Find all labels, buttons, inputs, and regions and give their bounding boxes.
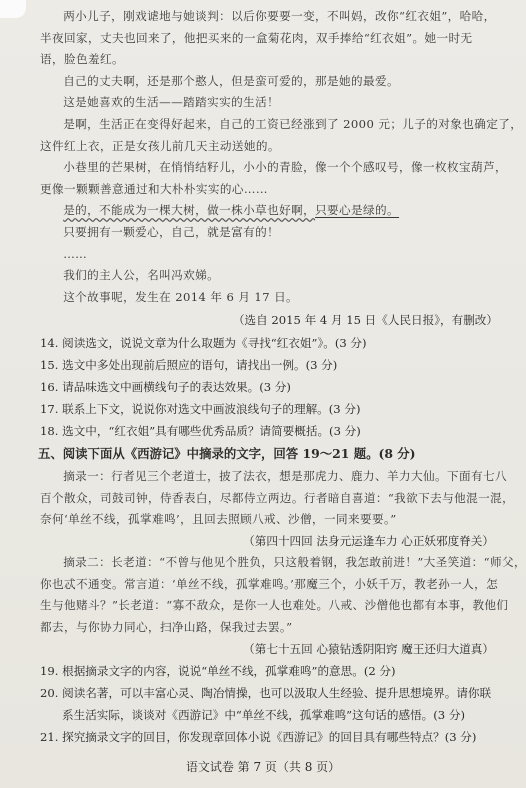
story-line: 只要拥有一颗爱心，自己，就是富有的！ xyxy=(63,224,280,239)
story-line: 语，脸色羞红。 xyxy=(40,52,124,67)
page-footer: 语文试卷 第 7 页（共 8 页） xyxy=(185,760,341,774)
excerpt-line: 都去，与你协力同心，扫净山路，保我过去罢。” xyxy=(40,620,293,635)
excerpt-line: 生与他赌斗？”长老道：“寡不敌众，是你一人也难处。八戒、沙僧他也都有本事，教他们 xyxy=(40,598,509,613)
story-line: 这个故事呢，发生在 2014 年 6 月 17 日。 xyxy=(63,289,299,304)
section-5-title: 五、阅读下面从《西游记》中摘录的文字，回答 19～21 题。(8 分) xyxy=(38,445,416,461)
source-note: （选自 2015 年 4 月 15 日《人民日报》，有删改） xyxy=(232,313,498,328)
excerpt-line: 百个散众，司鼓司钟，侍香表白，尽都侍立两边。行者暗自喜道：“我欲下去与他混一混， xyxy=(40,490,515,505)
questions-14-18 xyxy=(40,332,508,442)
question-19: 19. 根据摘录文字的内容，说说“单丝不线，孤掌难鸣”的意思。(2 分) xyxy=(40,664,396,679)
story-line: 两小儿子，刚戏谑地与她谈判：以后你要要一变，不叫妈，改你“红衣姐”，哈哈， xyxy=(63,9,496,23)
chapter-title: （第四十四回 法身元运逢车力 心正妖邪度脊关） xyxy=(243,533,494,548)
question-20: 20. 阅读名著，可以丰富心灵、陶冶情操，也可以汲取人生经验、提升思想境界。请你联 xyxy=(40,686,492,701)
story-line: 自己的丈夫啊，还是那个憨人，但是蛮可爱的，那是她的最爱。 xyxy=(63,73,400,88)
excerpt-line: 摘录二：长老道：“不曾与他见个胜负，只这般着钢，我怎敢前进！”大圣笑道：“师父， xyxy=(63,555,526,570)
story-line xyxy=(40,200,508,222)
story-line: 是啊，生活正在变得好起来，自己的工资已经涨到了 2000 元；儿子的对象也确定了， xyxy=(63,116,523,131)
question-20-cont: 系生活实际，谈谈对《西游记》中“单丝不线，孤掌难鸣”这句话的感悟。(3 分) xyxy=(62,708,465,723)
question-14: 14. 阅读选文，说说文章为什么取题为《寻找“红衣姐”》。(3 分) xyxy=(40,335,367,350)
questions-19-21 xyxy=(40,660,508,748)
excerpt-one xyxy=(40,466,515,552)
story-line: 半夜回家，丈夫也回来了，他把买来的一盒菊花肉，双手捧给“红衣姐”。她一时无 xyxy=(40,30,473,45)
excerpt-two xyxy=(40,552,526,660)
question-21: 21. 探究摘录文字的回目，你发现章回体小说《西游记》的回目具有哪些特点？(3 分) xyxy=(40,730,477,745)
story-line: 我们的主人公，名叫冯欢娣。 xyxy=(63,268,220,283)
chapter-title: （第七十五回 心猿钻透阴阳窍 魔王还归大道真） xyxy=(243,641,494,656)
underlined-sentence: 只要心是绿的。 xyxy=(315,203,400,218)
question-16: 16. 请品味选文中画横线句子的表达效果。(3 分) xyxy=(40,379,291,394)
excerpt-line: 奈何‘单丝不线，孤掌难鸣’，且回去照顾八戒、沙僧，一同来要要。” xyxy=(40,512,397,527)
story-text xyxy=(40,6,523,332)
question-15: 15. 选文中多处出现前后照应的语句，请找出一例。(3 分) xyxy=(40,357,338,372)
excerpt-line: 你也忒不通变。常言道：‘单丝不线，孤掌难鸣。’那魔三个，小妖千万，教老孙一人，怎 xyxy=(40,576,499,591)
wavy-underlined-sentence: 是的，不能成为一棵大树，做一株小草也好啊， xyxy=(63,203,316,218)
story-line: 更像一颗颗善意通过和大朴朴实实的心…… xyxy=(40,181,268,196)
question-18: 18. 选文中，“红衣姐”具有哪些优秀品质？请简要概括。(3 分) xyxy=(40,423,361,438)
excerpt-line: 摘录一：行者见三个老道士，披了法衣，想是那虎力、鹿力、羊力大仙。下面有七八 xyxy=(63,468,507,483)
story-line: …… xyxy=(63,246,88,261)
story-line: 小巷里的芒果树，在悄悄结籽儿，小小的青脸，像一个个感叹号，像一枚枚宝葫芦， xyxy=(63,160,507,175)
story-line: 这件红上衣，正是女孩儿前几天主动送她的。 xyxy=(40,138,280,153)
story-line: 这是她喜欢的生活——踏踏实实的生活！ xyxy=(63,95,280,110)
page-corner xyxy=(0,0,26,18)
question-17: 17. 联系上下文，说说你对选文中画波浪线句子的理解。(3 分) xyxy=(40,401,361,416)
